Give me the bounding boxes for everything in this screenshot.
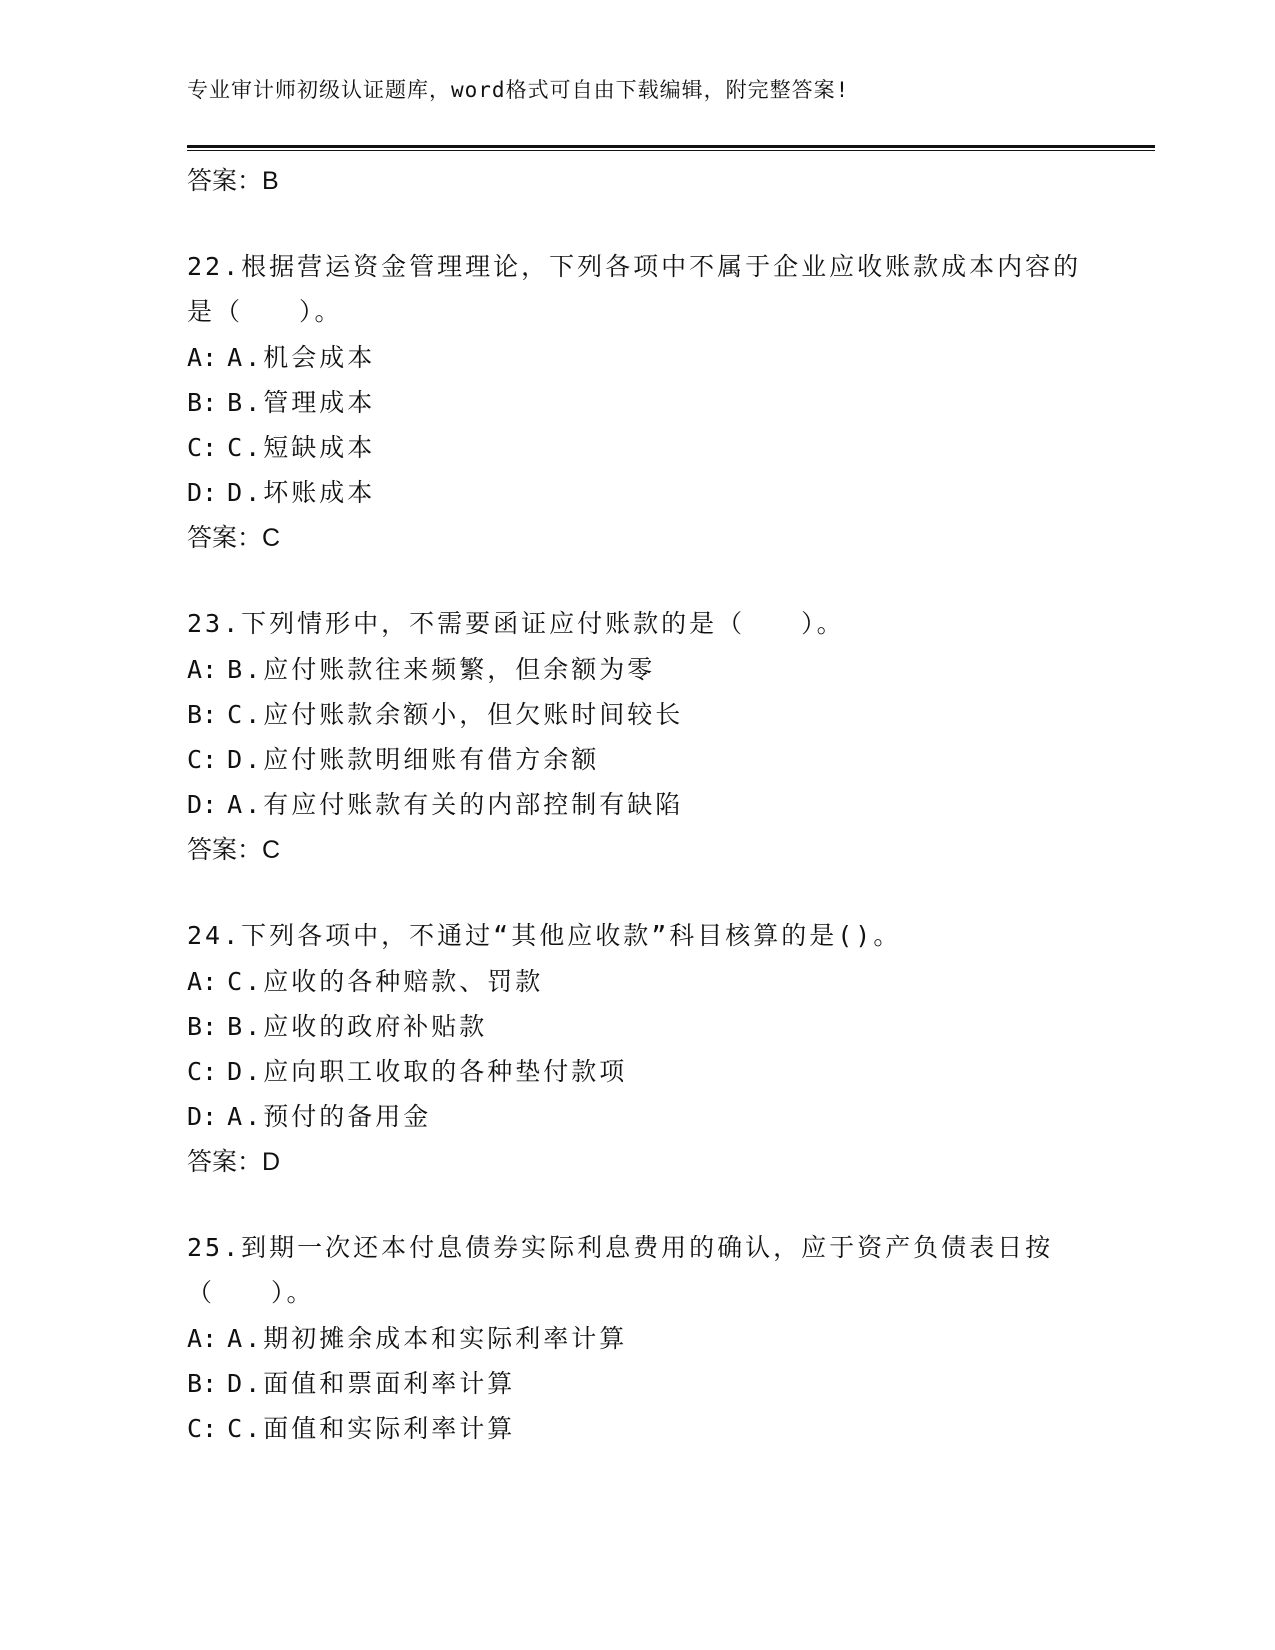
option-letter: C: <box>187 745 218 774</box>
question-stem: 22.根据营运资金管理理论，下列各项中不属于企业应收账款成本内容的是（ ）。 <box>187 252 1082 326</box>
option-text: D.应向职工收取的各种垫付款项 <box>227 1057 628 1086</box>
option-b <box>187 692 1087 737</box>
option-text: A.期初摊余成本和实际利率计算 <box>227 1324 628 1353</box>
option-letter: A: <box>187 655 218 684</box>
option-text: C.应付账款余额小，但欠账时间较长 <box>227 700 684 729</box>
option-c <box>187 425 1087 470</box>
option-a <box>187 1316 1087 1361</box>
question-24 <box>187 913 1087 1185</box>
option-text: C.应收的各种赔款、罚款 <box>227 967 544 996</box>
option-c <box>187 737 1087 782</box>
option-letter: C: <box>187 1414 218 1443</box>
question-23 <box>187 601 1087 873</box>
option-d <box>187 782 1087 827</box>
question-25 <box>187 1225 1087 1451</box>
answer-line: 答案：C <box>187 836 281 864</box>
option-letter: A: <box>187 967 218 996</box>
option-letter: A: <box>187 343 218 372</box>
question-22 <box>187 244 1087 561</box>
option-text: A.机会成本 <box>227 343 376 372</box>
option-text: D.坏账成本 <box>227 478 376 507</box>
option-letter: C: <box>187 1057 218 1086</box>
option-text: B.应付账款往来频繁，但余额为零 <box>227 655 656 684</box>
option-d <box>187 470 1087 515</box>
option-text: A.有应付账款有关的内部控制有缺陷 <box>227 790 684 819</box>
option-letter: B: <box>187 1369 218 1398</box>
option-text: D.应付账款明细账有借方余额 <box>227 745 600 774</box>
option-letter: C: <box>187 433 218 462</box>
question-list <box>187 158 1087 1451</box>
option-letter: B: <box>187 388 218 417</box>
option-d <box>187 1094 1087 1139</box>
option-a <box>187 647 1087 692</box>
option-b <box>187 1361 1087 1406</box>
answer-line: 答案：B <box>187 167 279 195</box>
header-rule-thin <box>187 150 1155 151</box>
option-text: B.管理成本 <box>227 388 376 417</box>
answer-line: 答案：C <box>187 524 281 552</box>
option-letter: D: <box>187 790 218 819</box>
header-rule-thick <box>187 145 1155 148</box>
option-text: D.面值和票面利率计算 <box>227 1369 516 1398</box>
option-letter: D: <box>187 478 218 507</box>
option-b <box>187 380 1087 425</box>
option-text: B.应收的政府补贴款 <box>227 1012 488 1041</box>
question-stem: 23.下列情形中，不需要函证应付账款的是（ ）。 <box>187 609 845 638</box>
option-letter: B: <box>187 1012 218 1041</box>
option-a <box>187 335 1087 380</box>
option-text: C.短缺成本 <box>227 433 376 462</box>
option-letter: D: <box>187 1102 218 1131</box>
question-stem: 25.到期一次还本付息债券实际利息费用的确认，应于资产负债表日按（ ）。 <box>187 1233 1054 1307</box>
option-letter: B: <box>187 700 218 729</box>
option-text: C.面值和实际利率计算 <box>227 1414 516 1443</box>
option-b <box>187 1004 1087 1049</box>
option-letter: A: <box>187 1324 218 1353</box>
page-header: 专业审计师初级认证题库，word格式可自由下载编辑，附完整答案! <box>187 78 850 102</box>
option-a <box>187 959 1087 1004</box>
question-stem: 24.下列各项中，不通过“其他应收款”科目核算的是()。 <box>187 921 902 950</box>
option-c <box>187 1049 1087 1094</box>
option-c <box>187 1406 1087 1451</box>
answer-line: 答案：D <box>187 1148 281 1176</box>
option-text: A.预付的备用金 <box>227 1102 432 1131</box>
